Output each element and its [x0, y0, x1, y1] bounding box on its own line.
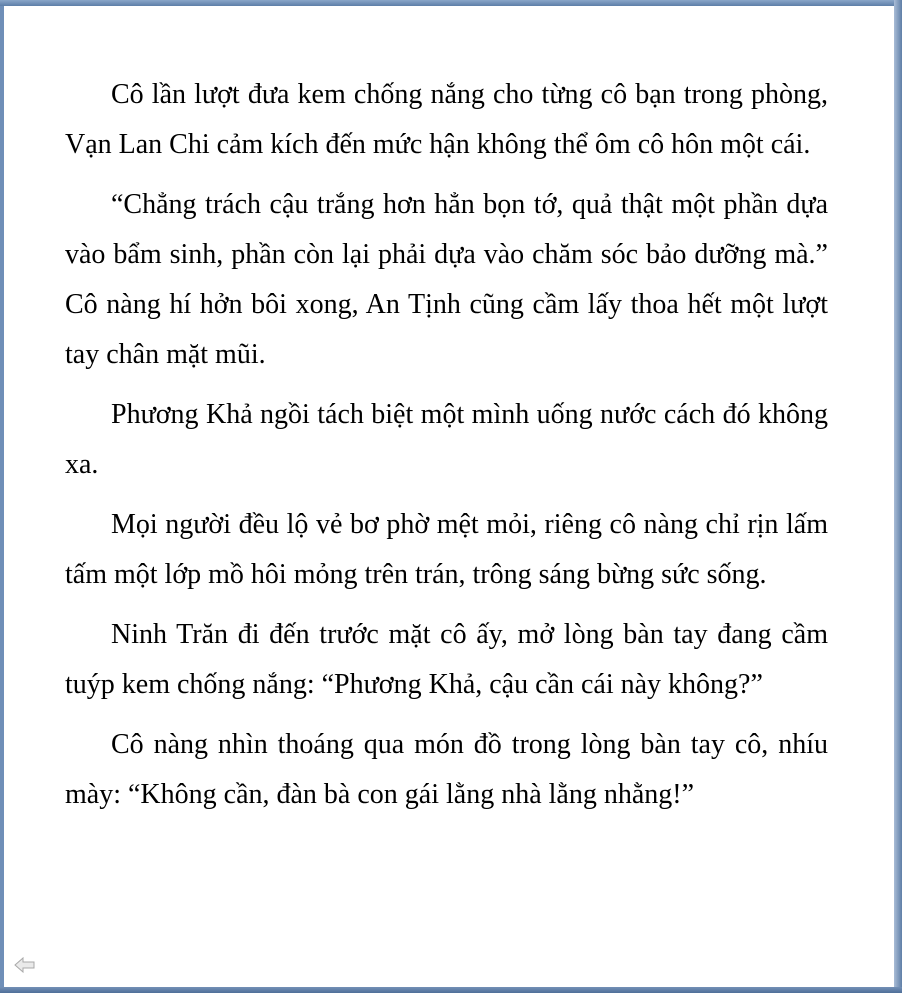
- left-arrow-icon: [14, 957, 36, 973]
- paragraph: Mọi người đều lộ vẻ bơ phờ mệt mỏi, riêng cô nàng chỉ rịn lấm tấm một lớp mồ hôi mỏng trên trán, trông sáng bừng sức sống.: [65, 509, 828, 590]
- prev-page-button[interactable]: [14, 957, 36, 973]
- paragraph: Phương Khả ngồi tách biệt một mình uống nước cách đó không xa.: [65, 399, 828, 480]
- paragraph: “Chẳng trách cậu trắng hơn hẳn bọn tớ, quả thật một phần dựa vào bẩm sinh, phần còn lại phải dựa vào chăm sóc bảo dưỡng mà.” Cô nàng hí hởn bôi xong, An Tịnh cũng cầm lấy thoa hết một lượt tay chân mặt mũi.: [65, 189, 828, 370]
- paragraph: Cô lần lượt đưa kem chống nắng cho từng cô bạn trong phòng, Vạn Lan Chi cảm kích đến mức hận không thể ôm cô hôn một cái.: [65, 79, 828, 160]
- window-frame-right: [894, 0, 902, 993]
- paragraph: Cô nàng nhìn thoáng qua món đồ trong lòng bàn tay cô, nhíu mày: “Không cần, đàn bà con gái lằng nhà lằng nhằng!”: [65, 729, 828, 810]
- window-frame-bottom: [0, 987, 902, 993]
- document-page: [4, 6, 894, 987]
- paragraph: Ninh Trăn đi đến trước mặt cô ấy, mở lòng bàn tay đang cầm tuýp kem chống nắng: “Phương Khả, cậu cần cái này không?”: [65, 619, 828, 700]
